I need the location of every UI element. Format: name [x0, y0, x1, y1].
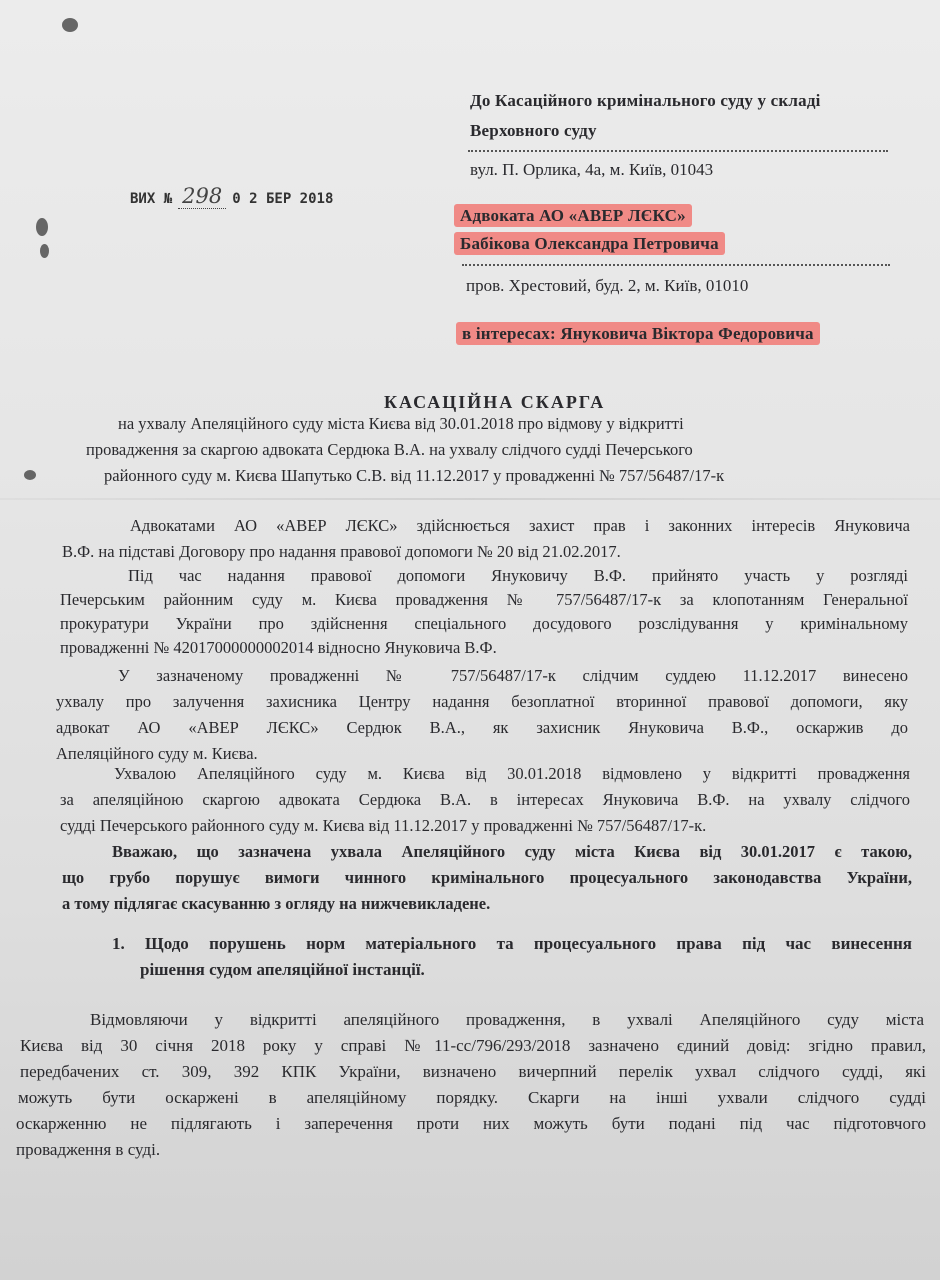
paragraph-line: що грубо порушує вимоги чинного кримінального процесуального законодавства України, [62, 868, 912, 887]
paragraph-line: можуть бути оскаржені в апеляційному порядку. Скарги на інші ухвали слідчого судді [18, 1088, 926, 1107]
paragraph-line: судді Печерського районного суду м. Києва від 11.12.2017 у провадженні № 757/56487/17-к. [60, 816, 707, 835]
addressee: До Касаційного кримінального суду у складі Верховного суду [470, 91, 821, 140]
court-address: вул. П. Орлика, 4а, м. Київ, 01043 [470, 160, 714, 179]
dotted-divider [462, 264, 890, 266]
ink-blot [40, 244, 49, 258]
paragraph-line: Києва від 30 січня 2018 року у справі №11-сс/796/293/2018 зазначено єдиний довід: згідно правил, [20, 1036, 926, 1055]
paper-fold [0, 498, 940, 500]
lawyer-line-1: Адвоката АО «АВЕР ЛЄКС» [454, 206, 692, 226]
document-title: КАСАЦІЙНА СКАРГА [384, 392, 606, 412]
paragraph-line: Вважаю, що зазначена ухвала Апеляційного суду міста Києва від 30.01.2017 є такою, [112, 842, 912, 861]
paragraph-line: передбачених ст. 309, 392 КПК України, визначено вичерпний перелік ухвал слідчого судді, які [20, 1062, 926, 1081]
section-heading: рішення судом апеляційної інстанції. [140, 960, 425, 979]
interests-line: в інтересах: Януковича Віктора Федоровича [456, 324, 820, 344]
stamp-date: 0 2 БЕР 2018 [232, 191, 334, 207]
stamp-number: 298 [178, 184, 226, 209]
paragraph-line: за апеляційною скаргою адвоката Сердюка В.А. в інтересах Януковича В.Ф. на ухвалу слідчого [60, 790, 910, 809]
stamp-prefix: ВИХ № [130, 191, 173, 207]
subtitle-line: районного суду м. Києва Шапутько С.В. від 11.12.2017 у провадженні № 757/56487/17-к [104, 466, 725, 485]
lawyer-line-2: Бабікова Олександра Петровича [454, 234, 725, 254]
paragraph-line: В.Ф. на підставі Договору про надання правової допомоги № 20 від 21.02.2017. [62, 542, 621, 561]
outgoing-stamp [130, 184, 333, 208]
paragraph-line: Печерським районним суду м. Києва провадження № 757/56487/17-к за клопотанням Генеральної [60, 590, 908, 609]
paragraph-line: провадженні № 42017000000002014 відносно Януковича В.Ф. [60, 638, 497, 657]
lawyer-address: пров. Хрестовий, буд. 2, м. Київ, 01010 [466, 276, 749, 295]
paragraph-line: адвокат АО «АВЕР ЛЄКС» Сердюк В.А., як захисник Януковича В.Ф., оскаржив до [56, 718, 908, 737]
ink-blot [36, 218, 48, 236]
ink-blot [24, 470, 36, 480]
subtitle-line: провадження за скаргою адвоката Сердюка В.А. на ухвалу слідчого судді Печерського [86, 440, 693, 459]
paragraph-line: У зазначеному провадженні № 757/56487/17-к слідчим суддею 11.12.2017 винесено [118, 666, 908, 685]
ink-blot [62, 18, 78, 32]
section-heading: 1. Щодо порушень норм матеріального та процесуального права під час винесення [112, 934, 912, 953]
dotted-divider [468, 150, 888, 152]
paragraph-line: ухвалу про залучення захисника Центру надання безоплатної вторинної правової допомоги, яку [56, 692, 908, 711]
paragraph-line: оскарженню не підлягають і заперечення проти них можуть бути подані під час підготовчого [16, 1114, 926, 1133]
paragraph-line: Апеляційного суду м. Києва. [56, 744, 258, 763]
paragraph-line: Ухвалою Апеляційного суду м. Києва від 30.01.2018 відмовлено у відкритті провадження [114, 764, 910, 783]
paragraph-line: Відмовляючи у відкритті апеляційного провадження, в ухвалі Апеляційного суду міста [90, 1010, 924, 1029]
paragraph-line: прокуратури України про здійснення спеціального досудового розслідування у кримінальному [60, 614, 908, 633]
paragraph-line: Адвокатами АО «АВЕР ЛЄКС» здійснюється захист прав і законних інтересів Януковича [130, 516, 910, 535]
subtitle-line: на ухвалу Апеляційного суду міста Києва від 30.01.2018 про відмову у відкритті [118, 414, 684, 433]
paragraph-line: Під час надання правової допомоги Януковичу В.Ф. прийнято участь у розгляді [128, 566, 908, 585]
paragraph-line: а тому підлягає скасуванню з огляду на нижчевикладене. [62, 894, 491, 913]
paragraph-line: провадження в суді. [16, 1140, 161, 1159]
